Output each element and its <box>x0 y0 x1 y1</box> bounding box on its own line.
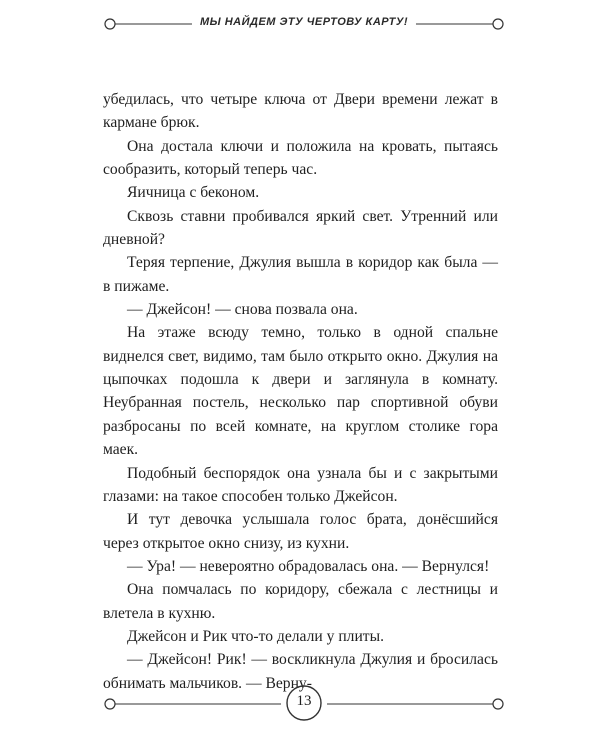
paragraph: — Джейсон! Рик! — воскликнула Джулия и бросилась обнимать мальчиков. — Верну- <box>103 651 498 692</box>
paragraph: — Джейсон! — снова позвала она. <box>127 301 358 319</box>
footer-ornament-right-ring <box>493 699 503 709</box>
paragraph: Подобный беспорядок она узнала бы и с закрытыми глазами: на такое способен только Джейсон. <box>103 464 498 505</box>
page-text <box>103 88 498 695</box>
paragraph: Яичница с беконом. <box>127 184 260 202</box>
paragraph: Она достала ключи и положила на кровать, пытаясь сообразить, который теперь час. <box>103 137 498 179</box>
paragraph: Теряя терпение, Джулия вышла в коридор как была — в пижаме. <box>103 254 498 295</box>
running-head: МЫ НАЙДЕМ ЭТУ ЧЕРТОВУ КАРТУ! <box>192 16 416 28</box>
page-number: 13 <box>296 693 312 709</box>
paragraph: На этаже всюду темно, только в одной спальне виднелся свет, видимо, там было открыто окно. Джулия на цыпочках подошла к двери и заглянула в комнату. Неубранная постель, несколько пар спортивной обуви разбросаны по всей комнате, на круглом столике гора маек. <box>103 324 498 459</box>
paragraph: Джейсон и Рик что-то делали у плиты. <box>127 627 384 645</box>
page-footer <box>103 683 505 723</box>
page-header <box>103 14 505 34</box>
header-ornament-left-ring <box>105 19 115 29</box>
paragraph: Сквозь ставни пробивался яркий свет. Утренний или дневной? <box>103 207 498 249</box>
paragraph: Она помчалась по коридору, сбежала с лестницы и влетела в кухню. <box>103 581 498 622</box>
footer-ornament-left-ring <box>105 699 115 709</box>
paragraph: убедилась, что четыре ключа от Двери времени лежат в кармане брюк. <box>103 91 498 132</box>
header-ornament-right-ring <box>493 19 503 29</box>
paragraph: — Ура! — невероятно обрадовалась она. — Вернулся! <box>127 557 490 575</box>
paragraph: И тут девочка услышала голос брата, донёсшийся через открытое окно снизу, из кухни. <box>103 511 498 552</box>
